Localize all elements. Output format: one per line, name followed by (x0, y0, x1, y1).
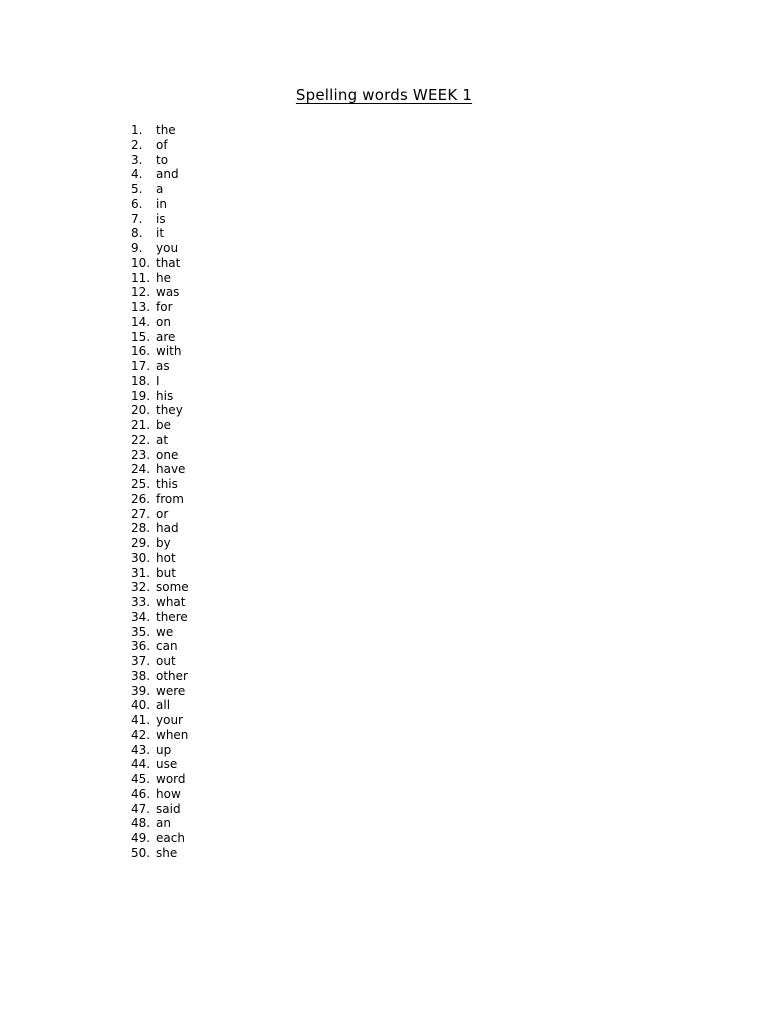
list-item (131, 226, 189, 241)
list-item-number: 10. (131, 255, 151, 270)
list-item (131, 477, 189, 492)
list-item (131, 684, 189, 699)
list-item (131, 462, 189, 477)
list-item-number: 2. (131, 137, 143, 152)
list-item-number: 14. (131, 314, 151, 329)
list-item-word: up (156, 742, 172, 757)
list-item-word: was (156, 285, 180, 300)
list-item-word: or (156, 506, 169, 521)
list-item-word: we (156, 624, 174, 639)
list-item-word: in (156, 196, 167, 211)
list-item-number: 33. (131, 595, 151, 609)
list-item-word: on (156, 314, 171, 329)
list-item-word: are (156, 329, 176, 344)
list-item-number: 30. (131, 550, 151, 565)
list-item (131, 521, 189, 536)
list-item-number: 34. (131, 609, 151, 624)
list-item-number: 29. (131, 536, 151, 550)
list-item-number: 31. (131, 565, 151, 580)
list-item (131, 433, 189, 448)
list-item-number: 17. (131, 359, 151, 373)
list-item-word: the (156, 123, 176, 137)
list-item-number: 3. (131, 152, 143, 167)
list-item-word: it (156, 226, 165, 241)
list-item-number: 21. (131, 418, 151, 432)
list-item (131, 551, 189, 566)
list-item-number: 32. (131, 580, 151, 595)
list-item-word: had (156, 521, 179, 536)
list-item-word: she (156, 845, 178, 860)
list-item-number: 42. (131, 727, 151, 742)
list-item (131, 271, 189, 286)
list-item (131, 182, 189, 197)
list-item (131, 492, 189, 507)
list-item-number: 7. (131, 211, 143, 226)
list-item-word: out (156, 654, 176, 668)
list-item (131, 654, 189, 669)
list-item-word: use (156, 757, 178, 772)
list-item (131, 344, 189, 359)
list-item (131, 728, 189, 743)
title-text: Spelling words WEEK 1 (295, 86, 473, 104)
list-item-number: 19. (131, 388, 151, 403)
list-item (131, 300, 189, 315)
list-item-number: 12. (131, 285, 151, 300)
list-item-word: can (156, 639, 178, 654)
list-item-number: 6. (131, 196, 143, 211)
list-item-number: 8. (131, 226, 143, 241)
list-item (131, 846, 189, 861)
list-item (131, 669, 189, 684)
list-item-word: all (156, 698, 171, 713)
list-item (131, 816, 189, 831)
list-item-number: 50. (131, 845, 151, 860)
list-item-word: that (156, 255, 181, 270)
list-item-number: 20. (131, 403, 151, 418)
list-item-word: they (156, 403, 183, 418)
list-item-number: 18. (131, 373, 151, 388)
list-item-word: you (156, 241, 179, 255)
list-item (131, 698, 189, 713)
list-item-word: a (156, 182, 164, 196)
list-item (131, 743, 189, 758)
list-item-number: 27. (131, 506, 151, 521)
list-item-number: 11. (131, 270, 151, 285)
list-item-word: were (156, 683, 186, 698)
list-item-number: 48. (131, 816, 151, 831)
list-item-number: 24. (131, 462, 151, 477)
list-item-number: 1. (131, 123, 143, 137)
list-item (131, 389, 189, 404)
list-item-word: with (156, 344, 182, 359)
list-item-number: 38. (131, 668, 151, 683)
list-item-word: at (156, 432, 169, 447)
list-item-number: 44. (131, 757, 151, 772)
list-item (131, 374, 189, 389)
list-item-word: by (156, 536, 171, 550)
list-item (131, 241, 189, 256)
list-item-number: 40. (131, 698, 151, 713)
list-item-number: 4. (131, 167, 143, 182)
list-item (131, 787, 189, 802)
list-item (131, 330, 189, 345)
list-item-word: one (156, 447, 179, 462)
list-item-word: he (156, 270, 171, 285)
list-item-number: 36. (131, 639, 151, 654)
list-item (131, 831, 189, 846)
list-item-word: as (156, 359, 170, 373)
list-item (131, 566, 189, 581)
list-item (131, 757, 189, 772)
list-item (131, 713, 189, 728)
list-item (131, 285, 189, 300)
list-item (131, 212, 189, 227)
list-item-number: 47. (131, 801, 151, 816)
list-item-word: other (156, 668, 188, 683)
list-item (131, 418, 189, 433)
list-item (131, 153, 189, 168)
list-item-word: this (156, 477, 178, 491)
list-item-word: word (156, 772, 186, 786)
list-item (131, 448, 189, 463)
list-item-number: 39. (131, 683, 151, 698)
list-item-number: 16. (131, 344, 151, 359)
page-title (0, 84, 768, 106)
list-item (131, 625, 189, 640)
list-item-word: have (156, 462, 186, 477)
list-item-word: of (156, 137, 168, 152)
list-item-word: for (156, 300, 173, 314)
list-item-word: but (156, 565, 176, 580)
list-item (131, 580, 189, 595)
list-item (131, 595, 189, 610)
list-item (131, 639, 189, 654)
list-item-number: 46. (131, 786, 151, 801)
list-item-number: 28. (131, 521, 151, 536)
list-item-number: 13. (131, 300, 151, 314)
list-item-number: 45. (131, 772, 151, 786)
list-item-word: when (156, 727, 189, 742)
list-item (131, 123, 189, 138)
list-item-word: your (156, 713, 183, 727)
spelling-word-list (131, 123, 189, 861)
list-item-number: 41. (131, 713, 151, 727)
list-item (131, 315, 189, 330)
list-item-number: 35. (131, 624, 151, 639)
list-item (131, 610, 189, 625)
list-item (131, 256, 189, 271)
list-item-word: and (156, 167, 179, 182)
list-item (131, 536, 189, 551)
list-item-number: 5. (131, 182, 143, 196)
list-item-word: be (156, 418, 171, 432)
list-item (131, 802, 189, 817)
list-item-word: each (156, 831, 185, 845)
list-item-word: from (156, 491, 184, 506)
list-item-word: what (156, 595, 186, 609)
list-item-word: an (156, 816, 171, 831)
list-item (131, 359, 189, 374)
list-item (131, 403, 189, 418)
list-item-number: 26. (131, 491, 151, 506)
list-item-word: how (156, 786, 181, 801)
list-item-number: 15. (131, 329, 151, 344)
list-item-word: his (156, 388, 174, 403)
list-item-number: 9. (131, 241, 143, 255)
list-item-number: 25. (131, 477, 151, 491)
list-item-word: said (156, 801, 181, 816)
list-item-number: 37. (131, 654, 151, 668)
list-item (131, 507, 189, 522)
list-item-word: I (156, 373, 160, 388)
list-item-word: is (156, 211, 166, 226)
list-item-word: some (156, 580, 189, 595)
list-item (131, 197, 189, 212)
list-item (131, 772, 189, 787)
list-item-number: 23. (131, 447, 151, 462)
list-item-word: to (156, 152, 169, 167)
list-item (131, 167, 189, 182)
list-item-word: there (156, 609, 188, 624)
list-item-number: 43. (131, 742, 151, 757)
list-item-number: 49. (131, 831, 151, 845)
list-item (131, 138, 189, 153)
list-item-word: hot (156, 550, 176, 565)
list-item-number: 22. (131, 432, 151, 447)
